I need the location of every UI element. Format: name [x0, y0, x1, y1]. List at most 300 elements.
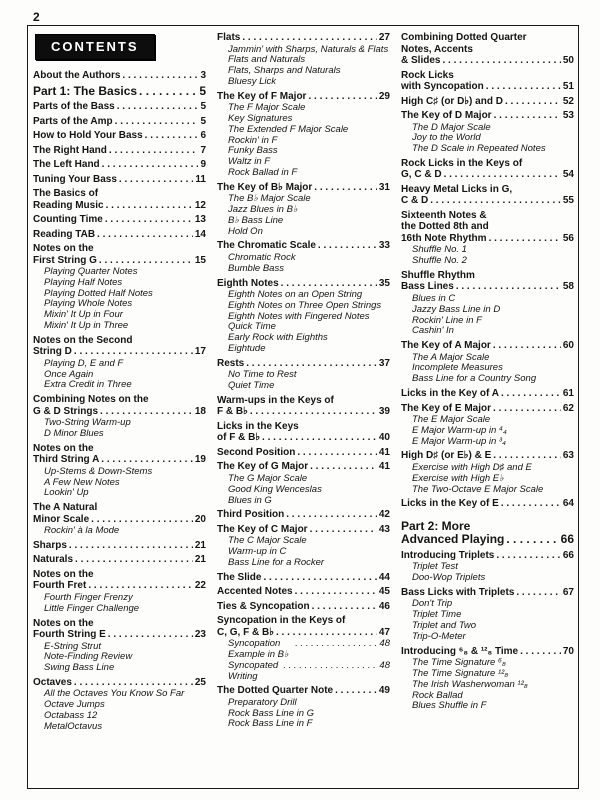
- page-number: 2: [33, 10, 40, 24]
- toc-entry: [217, 91, 390, 179]
- entry-title-line: [401, 403, 574, 415]
- subitem: Mixin' It Up in Four: [44, 309, 123, 321]
- entry-title: Notes, Accents: [401, 43, 473, 55]
- entry-title: Advanced Playing: [401, 532, 505, 547]
- toc-column-1: [33, 32, 206, 736]
- dot-leader: [310, 524, 377, 536]
- subitem: The Time Signature ⁶₈: [412, 657, 506, 669]
- entry-page-ref: 20: [194, 513, 206, 525]
- subitem: E Major Warm-up in ³₄: [412, 435, 506, 447]
- entry-title-line: [33, 145, 206, 157]
- entry-title: Second Position: [217, 446, 296, 458]
- toc-entry: [401, 646, 574, 712]
- entry-title: Octaves: [33, 676, 72, 688]
- entry-title: Combining Dotted Quarter: [401, 32, 527, 43]
- toc-entry: [33, 335, 206, 391]
- entry-subitems: [33, 526, 206, 537]
- dot-leader: [88, 580, 193, 592]
- entry-title-line: [217, 524, 390, 536]
- subitem: Flats and Naturals: [228, 54, 306, 66]
- toc-entry: [401, 587, 574, 643]
- subitem: Eightude: [228, 343, 266, 355]
- toc-entry: [33, 394, 206, 440]
- entry-title-line: [401, 587, 574, 599]
- dot-leader: [262, 432, 377, 444]
- subitem: Exercise with High E♭: [412, 472, 504, 484]
- entry-title: Syncopation in the Keys of: [217, 615, 346, 627]
- entry-title: G, C & D: [401, 169, 442, 181]
- toc-entry: [217, 182, 390, 238]
- toc-entry: [401, 110, 574, 155]
- subitem: E-String Strut: [44, 640, 102, 652]
- toc-entry: [33, 677, 206, 733]
- entry-page-ref: 44: [378, 571, 390, 583]
- subitem: Chromatic Rock: [228, 251, 296, 263]
- entry-title: The Slide: [217, 571, 262, 583]
- dot-leader: [250, 406, 377, 418]
- entry-title: Tuning Your Bass: [33, 173, 117, 185]
- entry-page-ref: 9: [200, 159, 206, 170]
- subitem: B♭ Bass Line: [228, 214, 284, 226]
- dot-leader: [101, 454, 193, 466]
- subitem: [228, 639, 390, 661]
- dot-leader: [122, 70, 198, 82]
- entry-page-ref: 60: [562, 340, 574, 352]
- subitem: Note-Finding Review: [44, 651, 133, 663]
- entry-title: with Syncopation: [401, 81, 484, 92]
- subitem: Bluesy Lick: [228, 75, 277, 87]
- subitem: Flats, Sharps and Naturals: [228, 65, 341, 77]
- entry-title-line: [401, 110, 574, 122]
- subitem: Joy to the World: [412, 132, 481, 144]
- entry-title-line: [33, 116, 206, 128]
- entry-subitems: [33, 418, 206, 440]
- subitem: Quiet Time: [228, 380, 275, 392]
- entry-subitems: [401, 294, 574, 337]
- entry-title-line: [33, 454, 206, 466]
- dot-leader: [501, 388, 561, 400]
- entry-title-line: [33, 174, 206, 186]
- entry-subitems: [33, 359, 206, 391]
- entry-page-ref: 29: [378, 90, 390, 102]
- entry-subitems: [217, 45, 390, 88]
- entry-title-line: [217, 461, 390, 473]
- entry-title-line: [33, 214, 206, 226]
- subitem: Exercise with High D♯ and E: [412, 461, 532, 473]
- entry-title-line: [401, 498, 574, 510]
- toc-entry: [401, 158, 574, 181]
- entry-page-ref: 47: [378, 626, 390, 638]
- entry-subitems: [401, 599, 574, 642]
- dot-leader: [97, 229, 193, 241]
- entry-title: The Right Hand: [33, 144, 107, 156]
- entry-title-line: [401, 450, 574, 462]
- subitem: Cashin' In: [412, 325, 454, 337]
- entry-page-ref: 11: [195, 173, 206, 185]
- toc-entry: [33, 70, 206, 82]
- subitem: Rock Bass Line in F: [228, 718, 313, 730]
- entry-title: About the Authors: [33, 70, 121, 81]
- subitem: Lookin' Up: [44, 487, 89, 499]
- entry-title: Accented Notes: [217, 586, 293, 598]
- entry-subitems: [401, 353, 574, 385]
- entry-title: The Dotted Quarter Note: [217, 685, 334, 697]
- entry-page-ref: 39: [378, 406, 390, 418]
- toc-entry: [401, 550, 574, 584]
- dot-leader: [276, 627, 377, 639]
- subitem: Trip-O-Meter: [412, 630, 466, 642]
- entry-subitems: [33, 267, 206, 332]
- entry-page-ref: 58: [562, 281, 574, 293]
- subitem: Mixin' It Up in Three: [44, 319, 129, 331]
- dot-leader: [74, 346, 193, 358]
- toc-part-heading: [33, 85, 206, 99]
- entry-title-line: [401, 233, 574, 245]
- dot-leader: [108, 629, 193, 641]
- subitem: Two-String Warm-up: [44, 417, 131, 429]
- entry-page-ref: 31: [378, 181, 390, 193]
- subitem: Key Signatures: [228, 112, 293, 124]
- entry-subitems: [401, 562, 574, 584]
- entry-title: High D♯ (or E♭) & E: [401, 450, 492, 462]
- entry-title: Bass Lines: [401, 281, 454, 293]
- toc-entry: [217, 395, 390, 418]
- entry-title: Introducing ⁶₈ & ¹²₈ Time: [401, 645, 519, 657]
- dot-leader: [69, 540, 193, 552]
- subitem: Rock Ballad in F: [228, 166, 298, 178]
- entry-subitems: [401, 245, 574, 267]
- dot-leader: [335, 685, 377, 697]
- entry-page-ref: 21: [194, 539, 206, 551]
- entry-page-ref: 55: [562, 195, 574, 207]
- toc-entry: [33, 188, 206, 211]
- entry-page-ref: 33: [378, 240, 390, 252]
- entry-title: Third Position: [217, 509, 285, 521]
- entry-title: Shuffle Rhythm: [401, 269, 475, 281]
- subitem: Rock Bass Line in G: [228, 707, 315, 719]
- subitem: Jazzy Bass Line in D: [412, 303, 501, 315]
- entry-title: Licks in the Keys: [217, 420, 299, 432]
- subitem: Octave Jumps: [44, 699, 105, 711]
- dot-leader: [145, 130, 199, 142]
- subitem: Doo-Wop Triplets: [412, 572, 486, 584]
- subitem: Triplet Time: [412, 609, 462, 621]
- subitem: All the Octaves You Know So Far: [44, 688, 185, 700]
- entry-subitems: [217, 290, 390, 355]
- entry-subitems: [33, 467, 206, 499]
- toc-entry: [401, 70, 574, 93]
- entry-page-ref: 51: [562, 81, 574, 92]
- entry-title: The Chromatic Scale: [217, 240, 316, 252]
- dot-leader: [286, 509, 377, 521]
- dot-leader: [117, 101, 199, 113]
- dot-leader: [74, 677, 193, 689]
- toc-entry: [217, 524, 390, 569]
- subitem: Jazz Blues in B♭: [228, 204, 298, 216]
- entry-title: Heavy Metal Licks in G,: [401, 183, 513, 195]
- entry-page-ref: 49: [378, 685, 390, 697]
- entry-title: Flats: [217, 32, 241, 43]
- toc-entry: [33, 145, 206, 157]
- entry-title-line: [401, 340, 574, 352]
- entry-title: Notes on the Second: [33, 334, 133, 346]
- entry-title-line: [401, 55, 574, 67]
- entry-subitems: [33, 642, 206, 674]
- entry-title-line: [33, 346, 206, 358]
- entry-page-ref: 22: [194, 580, 206, 592]
- entry-title-line: [33, 629, 206, 641]
- dot-leader: [496, 550, 561, 562]
- dot-leader: [493, 340, 561, 352]
- dot-leader: [494, 110, 561, 122]
- subitem: Rockin' à la Mode: [44, 525, 120, 537]
- entry-title-line: [33, 580, 206, 592]
- dot-leader: [100, 406, 193, 418]
- entry-title-line: [217, 572, 390, 584]
- subitem: Bass Line for a Rocker: [228, 556, 325, 568]
- toc-entry: [401, 450, 574, 495]
- toc-entry: [217, 572, 390, 584]
- entry-page-ref: 5: [200, 101, 206, 112]
- dot-leader: [297, 447, 377, 459]
- entry-title: Part 1: The Basics: [33, 83, 138, 98]
- entry-subitems: [217, 639, 390, 682]
- subitem: Preparatory Drill: [228, 696, 297, 708]
- toc-entry: [33, 116, 206, 128]
- dot-leader: [430, 195, 561, 207]
- dot-leader: [489, 233, 561, 245]
- entry-title: Naturals: [33, 554, 74, 566]
- entry-title-line: [217, 509, 390, 521]
- entry-page-ref: 25: [194, 676, 206, 688]
- entry-title-line: [401, 281, 574, 293]
- entry-title: The Key of F Major: [217, 90, 307, 102]
- entry-title: First String G: [33, 254, 97, 266]
- entry-page-ref: 61: [562, 388, 574, 400]
- entry-title: Warm-ups in the Keys of: [217, 394, 334, 406]
- entry-title: The Basics of: [33, 188, 99, 199]
- entry-title-line: [217, 685, 390, 697]
- entry-title: String D: [33, 346, 72, 358]
- dot-leader: [295, 639, 377, 650]
- dot-leader: [456, 281, 561, 293]
- entry-page-ref: 54: [562, 169, 574, 181]
- entry-page-ref: 3: [200, 70, 206, 81]
- toc-entry: [33, 174, 206, 186]
- entry-title: The Key of B♭ Major: [217, 181, 313, 193]
- subitem: Quick Time: [228, 321, 276, 333]
- dot-leader: [139, 85, 197, 99]
- dot-leader: [119, 174, 194, 186]
- subitem: D Minor Blues: [44, 427, 104, 439]
- entry-title-line: [217, 182, 390, 194]
- entry-title-line: [217, 586, 390, 598]
- entry-page-ref: 62: [562, 402, 574, 414]
- entry-page-ref: 45: [378, 586, 390, 598]
- entry-page-ref: 6: [200, 130, 206, 141]
- toc-entry: [33, 130, 206, 142]
- toc-entry: [33, 540, 206, 552]
- entry-title: of F & B♭: [217, 432, 261, 444]
- entry-page-ref: 14: [194, 228, 206, 240]
- entry-title: The A Natural: [33, 502, 98, 514]
- toc-entry: [401, 498, 574, 510]
- entry-title: The Left Hand: [33, 159, 100, 170]
- subitem: Rockin' in F: [228, 134, 278, 146]
- dot-leader: [516, 587, 561, 599]
- entry-title: The Key of G Major: [217, 461, 309, 473]
- entry-title: Rock Licks in the Keys of: [401, 157, 523, 169]
- toc-entry: [33, 243, 206, 332]
- subitem: Eighth Notes on Three Open Strings: [228, 299, 382, 311]
- entry-title-line: [401, 195, 574, 207]
- entry-page-ref: 18: [194, 405, 206, 417]
- subitem: [228, 661, 390, 683]
- toc-entry: [217, 509, 390, 521]
- entry-page-ref: 46: [378, 600, 390, 612]
- subitem: Once Again: [44, 368, 94, 380]
- toc-entry: [33, 101, 206, 113]
- entry-subitems: [33, 689, 206, 732]
- entry-subitems: [217, 698, 390, 730]
- subitem: The F Major Scale: [228, 102, 306, 114]
- entry-title: Part 2: More: [401, 518, 471, 533]
- subitem: Fourth Finger Frenzy: [44, 591, 133, 603]
- entry-title: Counting Time: [33, 214, 103, 225]
- subitem: The Two-Octave E Major Scale: [412, 483, 544, 495]
- entry-subitems: [401, 658, 574, 712]
- entry-page-ref: 12: [194, 199, 206, 211]
- entry-subitems: [401, 123, 574, 155]
- subitem: Triplet and Two: [412, 620, 477, 632]
- toc-entry: [33, 569, 206, 615]
- entry-title: F & B♭: [217, 406, 248, 418]
- toc-entry: [401, 210, 574, 267]
- entry-page-ref: 13: [194, 214, 206, 225]
- entry-page-ref: 67: [562, 586, 574, 598]
- dot-leader: [444, 169, 561, 181]
- entry-title: Parts of the Bass: [33, 101, 115, 112]
- entry-title-line: [33, 70, 206, 82]
- entry-title: Reading TAB: [33, 228, 96, 240]
- subitem: The D Scale in Repeated Notes: [412, 143, 546, 155]
- dot-leader: [310, 461, 377, 473]
- toc-entry: [217, 461, 390, 506]
- subitem-page-ref: 48: [379, 638, 390, 650]
- subitem: No Time to Rest: [228, 369, 297, 381]
- subitem: The E Major Scale: [412, 414, 491, 426]
- dot-leader: [318, 240, 377, 252]
- toc-entry: [217, 358, 390, 392]
- toc-entry: [217, 278, 390, 355]
- subitem: E Major Warm-up in ⁴₄: [412, 424, 507, 436]
- entry-title: Rests: [217, 357, 245, 369]
- subitem: Shuffle No. 2: [412, 255, 467, 267]
- entry-subitems: [217, 536, 390, 568]
- subitem: Waltz in F: [228, 156, 271, 168]
- entry-page-ref: 17: [194, 346, 206, 358]
- subitem: Warm-up in C: [228, 546, 287, 558]
- subitem: MetalOctavus: [44, 720, 103, 732]
- entry-title: The Key of D Major: [401, 110, 492, 121]
- entry-title-line: [401, 169, 574, 181]
- toc-entry: [217, 240, 390, 274]
- dot-leader: [283, 661, 377, 672]
- entry-title: Licks in the Key of A: [401, 388, 499, 400]
- entry-page-ref: 15: [194, 254, 206, 266]
- entry-title-line: [217, 32, 390, 44]
- entry-subitems: [217, 103, 390, 179]
- dot-leader: [486, 81, 561, 93]
- entry-page-ref: 23: [194, 629, 206, 641]
- entry-subitems: [401, 463, 574, 495]
- dot-leader: [91, 514, 193, 526]
- entry-title: C & D: [401, 195, 429, 207]
- subitem: The G Major Scale: [228, 472, 308, 484]
- dot-leader: [106, 200, 193, 212]
- subitem: The A Major Scale: [412, 351, 490, 363]
- subitem: Playing Whole Notes: [44, 298, 133, 310]
- subitem-page-ref: 48: [379, 659, 390, 671]
- subitem: Good King Wenceslas: [228, 483, 322, 495]
- entry-title-line: [401, 96, 574, 108]
- dot-leader: [295, 586, 377, 598]
- entry-subitems: [217, 253, 390, 275]
- toc-entry: [217, 586, 390, 598]
- entry-title: Ties & Syncopation: [217, 600, 310, 612]
- entry-title-line: [401, 533, 574, 547]
- entry-title-line: [33, 159, 206, 171]
- toc-part-heading: [401, 520, 574, 547]
- entry-title: C, G, F & B♭: [217, 626, 274, 638]
- entry-title: 16th Note Rhythm: [401, 232, 487, 244]
- entry-page-ref: 41: [378, 461, 390, 473]
- entry-subitems: [217, 370, 390, 392]
- toc-column-3: [401, 32, 574, 736]
- entry-title-line: [33, 540, 206, 552]
- subitem: Little Finger Challenge: [44, 602, 140, 614]
- entry-page-ref: 63: [562, 450, 574, 462]
- entry-title: Licks in the Key of E: [401, 498, 499, 510]
- toc-entry: [33, 214, 206, 226]
- entry-title-line: [217, 240, 390, 252]
- subitem: Extra Credit in Three: [44, 379, 132, 391]
- entry-title: The Key of E Major: [401, 402, 492, 414]
- entry-title-line: [217, 358, 390, 370]
- entry-subitems: [217, 474, 390, 506]
- subitem: Playing D, E and F: [44, 357, 124, 369]
- dot-leader: [105, 214, 193, 226]
- entry-title-line: [33, 101, 206, 113]
- subitem: Blues Shuffle in F: [412, 700, 487, 712]
- entry-title: Notes on the: [33, 568, 94, 580]
- dot-leader: [505, 96, 561, 108]
- entry-title-line: [217, 91, 390, 103]
- dot-leader: [246, 358, 377, 370]
- entry-page-ref: 56: [562, 232, 574, 244]
- entry-title: Minor Scale: [33, 513, 90, 525]
- entry-title: Fourth Fret: [33, 580, 87, 592]
- toc-entry: [33, 618, 206, 674]
- entry-title: High C♯ (or D♭) and D: [401, 95, 503, 107]
- subitem: Early Rock with Eighths: [228, 332, 328, 344]
- toc-entry: [217, 615, 390, 682]
- entry-title: Rock Licks: [401, 69, 454, 81]
- entry-title-line: [401, 646, 574, 658]
- entry-page-ref: 43: [378, 523, 390, 535]
- subitem: The D Major Scale: [412, 121, 491, 133]
- subitem: Hold On: [228, 225, 263, 237]
